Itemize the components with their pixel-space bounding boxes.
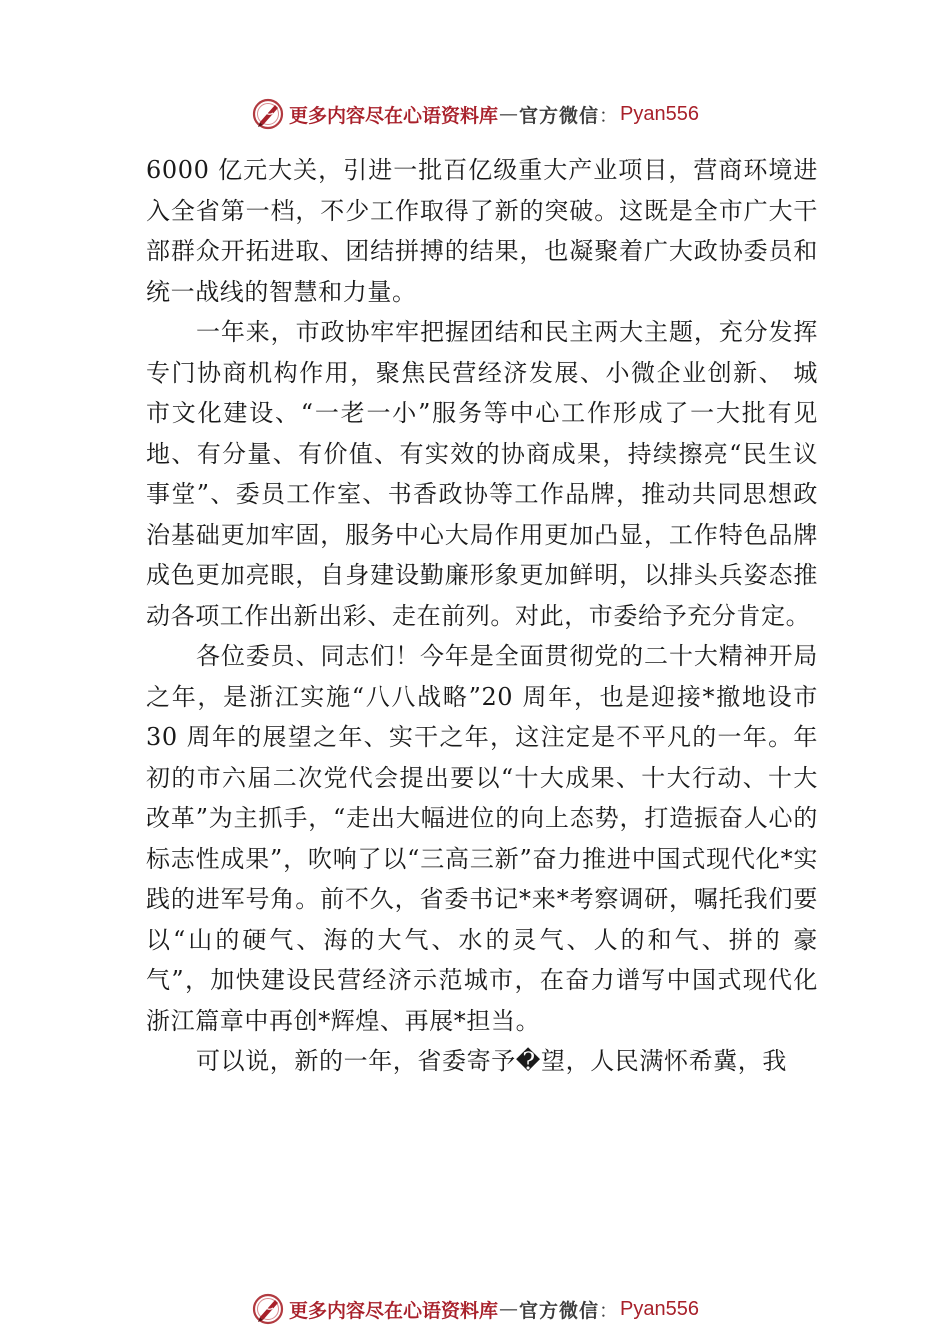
- paragraph-4: 可以说，新的一年，省委寄予�望，人民满怀希冀，我: [196, 1047, 788, 1075]
- paragraph-2: 一年来，市政协牢牢把握团结和民主两大主题，充分发挥专门协商机构作用，聚焦民营经济发展、小微企业创新、 城市文化建设、“一老一小”服务等中心工作形成了一大批有见地、有分量、有价值、有实效的协商成果，持续擦亮“民生议事堂”、委员工作室、书香政协等工作品牌，推动共同思想政治基础更加牢固，服务中心大局作用更加凸显，工作特色品牌成色更加亮眼，自身建设勤廉形象更加鲜明，以排头兵姿态推动各项工作出新出彩、走在前列。对此，市委给予充分肯定。: [146, 318, 818, 630]
- footer-separator: —: [499, 1298, 518, 1320]
- pen-seal-logo-icon: [251, 1292, 285, 1326]
- pen-seal-logo-icon: [251, 97, 285, 131]
- header-wechat-account: Pyan556: [620, 102, 699, 125]
- footer-wechat-label: 官方微信: [519, 1299, 600, 1322]
- paragraph-3: 各位委员、同志们！今年是全面贯彻党的二十大精神开局之年，是浙江实施“八八战略”20 周年，也是迎接*撤地设市 30 周年的展望之年、实干之年，这注定是不平凡的一年。年初的市六届二次党代会提出要以“十大成果、十大行动、十大改革”为主抓手，“走出大幅进位的向上态势，打造振奋人心的标志性成果”，吹响了以“三高三新”奋力推进中国式现代化*实践的进军号角。前不久，省委书记*来*考察调研，嘱托我们要以“山的硬气、海的大气、水的灵气、人的和气、拼的 豪气”，加快建设民营经济示范城市，在奋力谱写中国式现代化浙江篇章中再创*辉煌、再展*担当。: [146, 642, 818, 1035]
- header-separator: —: [499, 103, 518, 125]
- footer-brand-text: 更多内容尽在心语资料库: [288, 1299, 498, 1322]
- footer-wechat-account: Pyan556: [620, 1297, 699, 1320]
- header-watermark: [0, 94, 950, 134]
- header-colon: ：: [599, 104, 619, 127]
- header-wechat-label: 官方微信: [519, 104, 600, 127]
- header-brand-text: 更多内容尽在心语资料库: [288, 104, 498, 127]
- document-body: [146, 150, 818, 1082]
- footer-colon: ：: [599, 1299, 619, 1322]
- paragraph-1: 6000 亿元大关，引进一批百亿级重大产业项目，营商环境进入全省第一档，不少工作取得了新的突破。这既是全市广大干部群众开拓进取、团结拼搏的结果，也凝聚着广大政协委员和统一战线的智慧和力量。: [146, 156, 818, 306]
- footer-watermark: [0, 1289, 950, 1329]
